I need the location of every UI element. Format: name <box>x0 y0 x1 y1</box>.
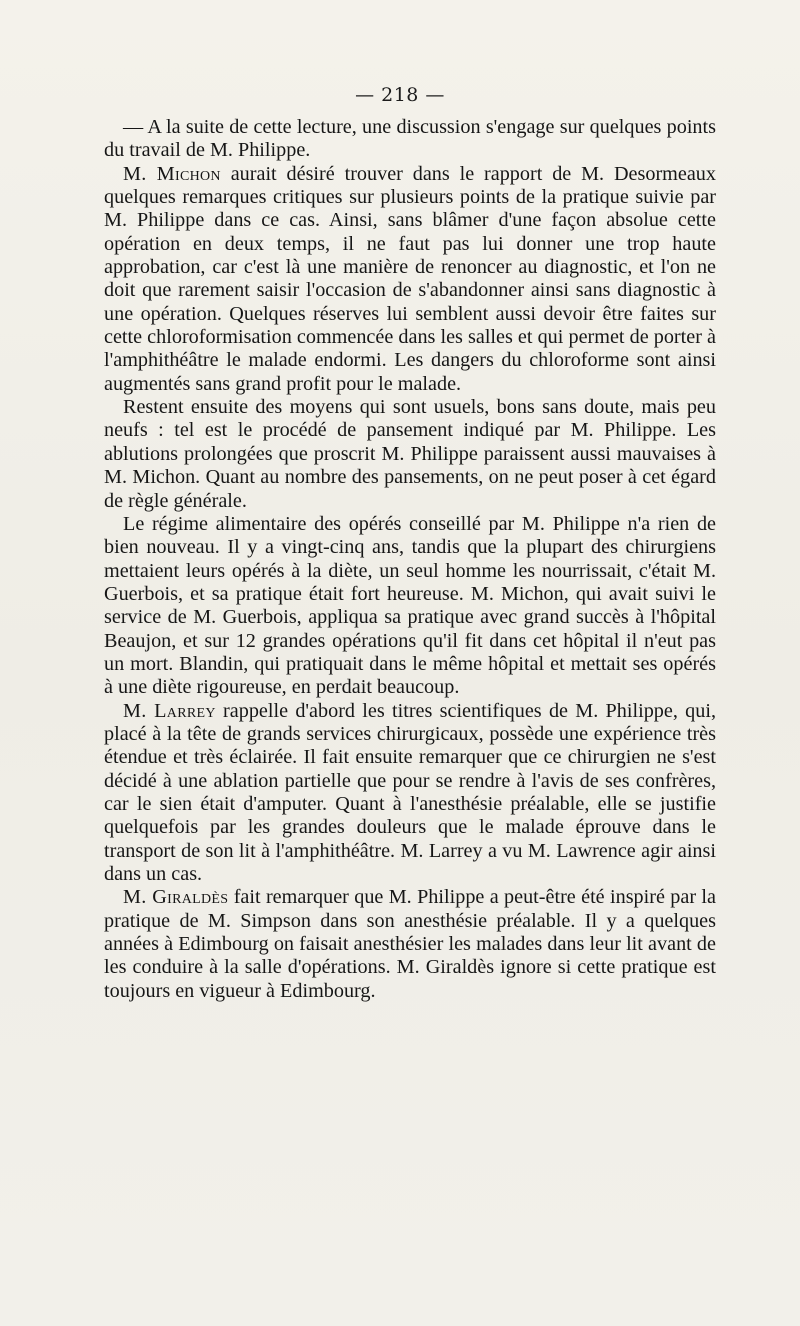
speaker-name: M. Michon <box>123 162 221 185</box>
paragraph-text: — A la suite de cette lecture, une discussion s'engage sur quelques points du travail de M. Philippe. <box>104 116 716 162</box>
page-number: — 218 — <box>355 84 445 106</box>
paragraph-5 <box>104 700 716 887</box>
paragraph-text: aurait désiré trouver dans le rapport de M. Desormeaux quelques remarques critiques sur plusieurs points de la pratique suivie par M. Philippe dans ce cas. Ainsi, sans blâmer d'une façon absolue cette opération en deux temps, il ne faut pas lui donner une trop haute approbation, car c'est là une manière de renoncer au diagnostic, et l'on ne doit que rarement saisir l'occasion de s'abandonner ainsi sans diagnostic à une opération. Quelques réserves lui semblent aussi devoir être faites sur cette chloroformisation commencée dans les salles et qui permet de porter à l'amphithéâtre le malade endormi. Les dangers du chloroforme sont ainsi augmentés sans grand profit pour le malade. <box>104 162 716 395</box>
paragraph-1 <box>104 116 716 163</box>
paragraph-3 <box>104 396 716 513</box>
body-text <box>104 116 716 1003</box>
paragraph-text: Le régime alimentaire des opérés conseillé par M. Philippe n'a rien de bien nouveau. Il y a vingt-cinq ans, tandis que la plupart des chirurgiens mettaient leurs opérés à la diète, un seul homme les nourrissait, c'était M. Guerbois, et sa pratique était fort heureuse. M. Michon, qui avait suivi le service de M. Guerbois, appliqua sa pratique avec grand succès à l'hôpital Beaujon, et sur 12 grandes opérations qu'il fit dans cet hôpital il n'eut pas un mort. Blandin, qui pratiquait dans le même hôpital et mettait ses opérés à une diète rigoureuse, en perdait beaucoup. <box>104 512 716 699</box>
paragraph-2 <box>104 163 716 396</box>
paragraph-6 <box>104 886 716 1003</box>
paragraph-text: Restent ensuite des moyens qui sont usuels, bons sans doute, mais peu neufs : tel est le procédé de pansement indiqué par M. Philippe. Les ablutions prolongées que proscrit M. Philippe paraissent aussi mauvaises à M. Michon. Quant au nombre des pansements, on ne peut poser à cet égard de règle générale. <box>104 396 716 512</box>
paragraph-text: rappelle d'abord les titres scientifiques de M. Philippe, qui, placé à la tête de grands services chirurgicaux, possède une expérience très étendue et très éclairée. Il fait ensuite remarquer que ce chirurgien ne s'est décidé à une ablation partielle que pour se rendre à l'avis de ses confrères, car le sien était d'amputer. Quant à l'anesthésie préalable, elle se justifie quelquefois par les grandes douleurs que le malade éprouve dans le transport de son lit à l'amphithéâtre. M. Larrey a vu M. Lawrence agir ainsi dans un cas. <box>104 699 717 885</box>
speaker-name: M. Larrey <box>123 699 216 722</box>
paragraph-4 <box>104 513 716 700</box>
paragraph-text: fait remarquer que M. Philippe a peut-être été inspiré par la pratique de M. Simpson dans son anesthésie préalable. Il y a quelques années à Edimbourg on faisait anesthésier les malades dans leur lit avant de les conduire à la salle d'opérations. M. Giraldès ignore si cette pratique est toujours en vigueur à Edimbourg. <box>104 886 716 1002</box>
speaker-name: M. Giraldès <box>123 886 229 909</box>
